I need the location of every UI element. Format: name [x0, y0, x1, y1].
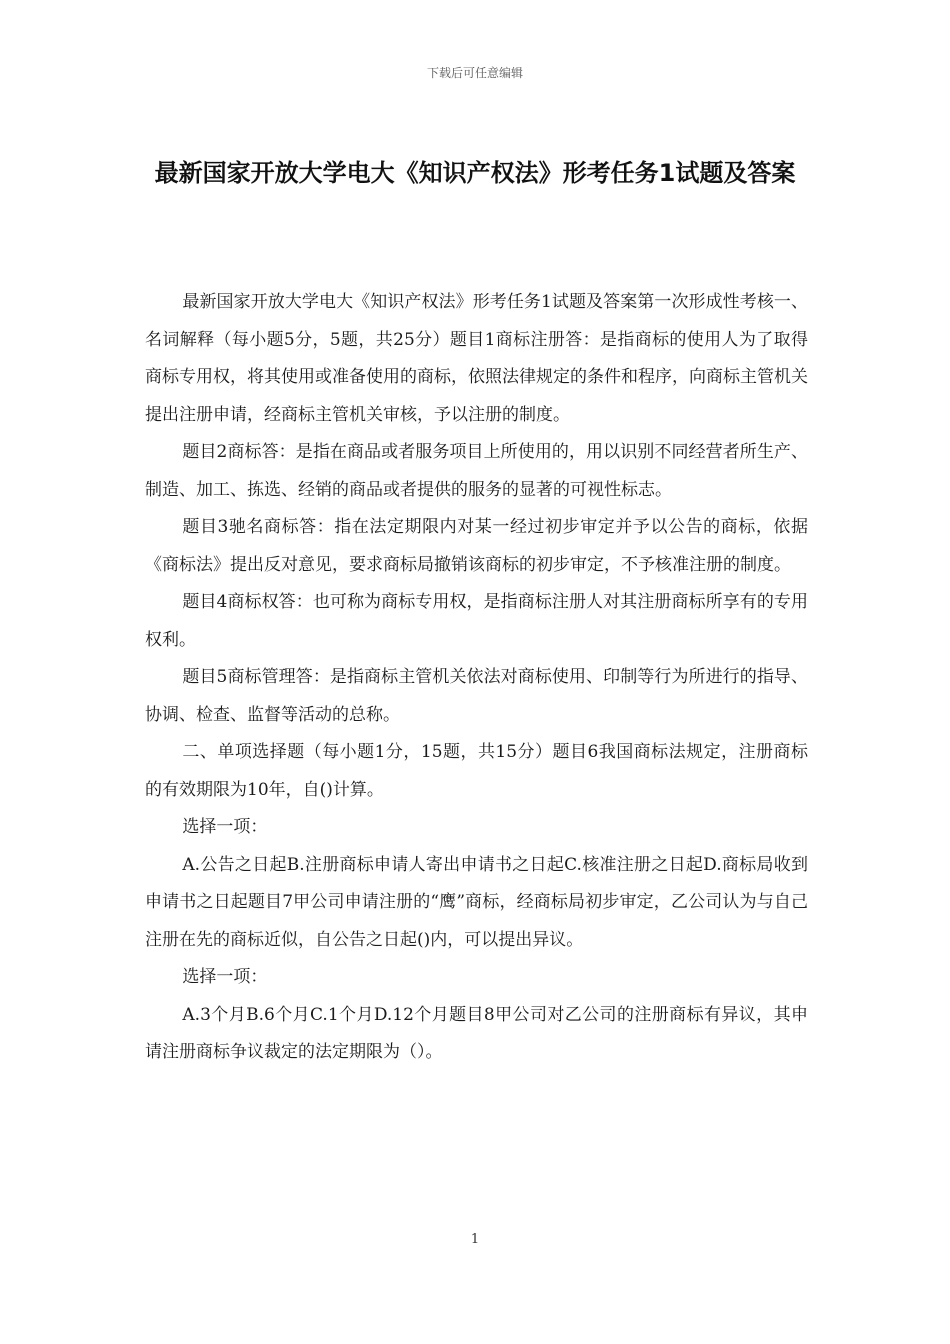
- paragraph: 题目2商标答：是指在商品或者服务项目上所使用的，用以识别不同经营者所生产、制造、加工、拣选、经销的商品或者提供的服务的显著的可视性标志。: [145, 442, 808, 500]
- paragraph: 题目4商标权答：也可称为商标专用权，是指商标注册人对其注册商标所享有的专用权利。: [145, 592, 808, 650]
- paragraph: A.3个月B.6个月C.1个月D.12个月题目8甲公司对乙公司的注册商标有异议，其申请注册商标争议裁定的法定期限为（）。: [145, 1004, 808, 1062]
- paragraph: 最新国家开放大学电大《知识产权法》形考任务1试题及答案第一次形成性考核一、名词解释（每小题5分，5题，共25分）题目1商标注册答：是指商标的使用人为了取得商标专用权，将其使用或准备使用的商标，依照法律规定的条件和程序，向商标主管机关提出注册申请，经商标主管机关审核，予以注册的制度。: [145, 292, 808, 425]
- page-number: 1: [470, 1232, 480, 1247]
- paragraph: 选择一项：: [182, 817, 268, 837]
- paragraph: 题目5商标管理答：是指商标主管机关依法对商标使用、印制等行为所进行的指导、协调、检查、监督等活动的总称。: [145, 667, 808, 725]
- paragraph: A.公告之日起B.注册商标申请人寄出申请书之日起C.核准注册之日起D.商标局收到申请书之日起题目7甲公司申请注册的“鹰”商标，经商标局初步审定，乙公司认为与自己注册在先的商标近似，自公告之日起()内，可以提出异议。: [145, 854, 808, 950]
- paragraph: 二、单项选择题（每小题1分，15题，共15分）题目6我国商标法规定，注册商标的有效期限为10年，自()计算。: [145, 742, 808, 800]
- paragraph: 选择一项：: [182, 967, 268, 987]
- page-header-note: 下载后可任意编辑: [426, 66, 523, 80]
- paragraph: 题目3驰名商标答：指在法定期限内对某一经过初步审定并予以公告的商标，依据《商标法》提出反对意见，要求商标局撤销该商标的初步审定，不予核准注册的制度。: [145, 517, 808, 575]
- document-title: 最新国家开放大学电大《知识产权法》形考任务1试题及答案: [154, 159, 796, 187]
- document-body: [145, 284, 808, 1072]
